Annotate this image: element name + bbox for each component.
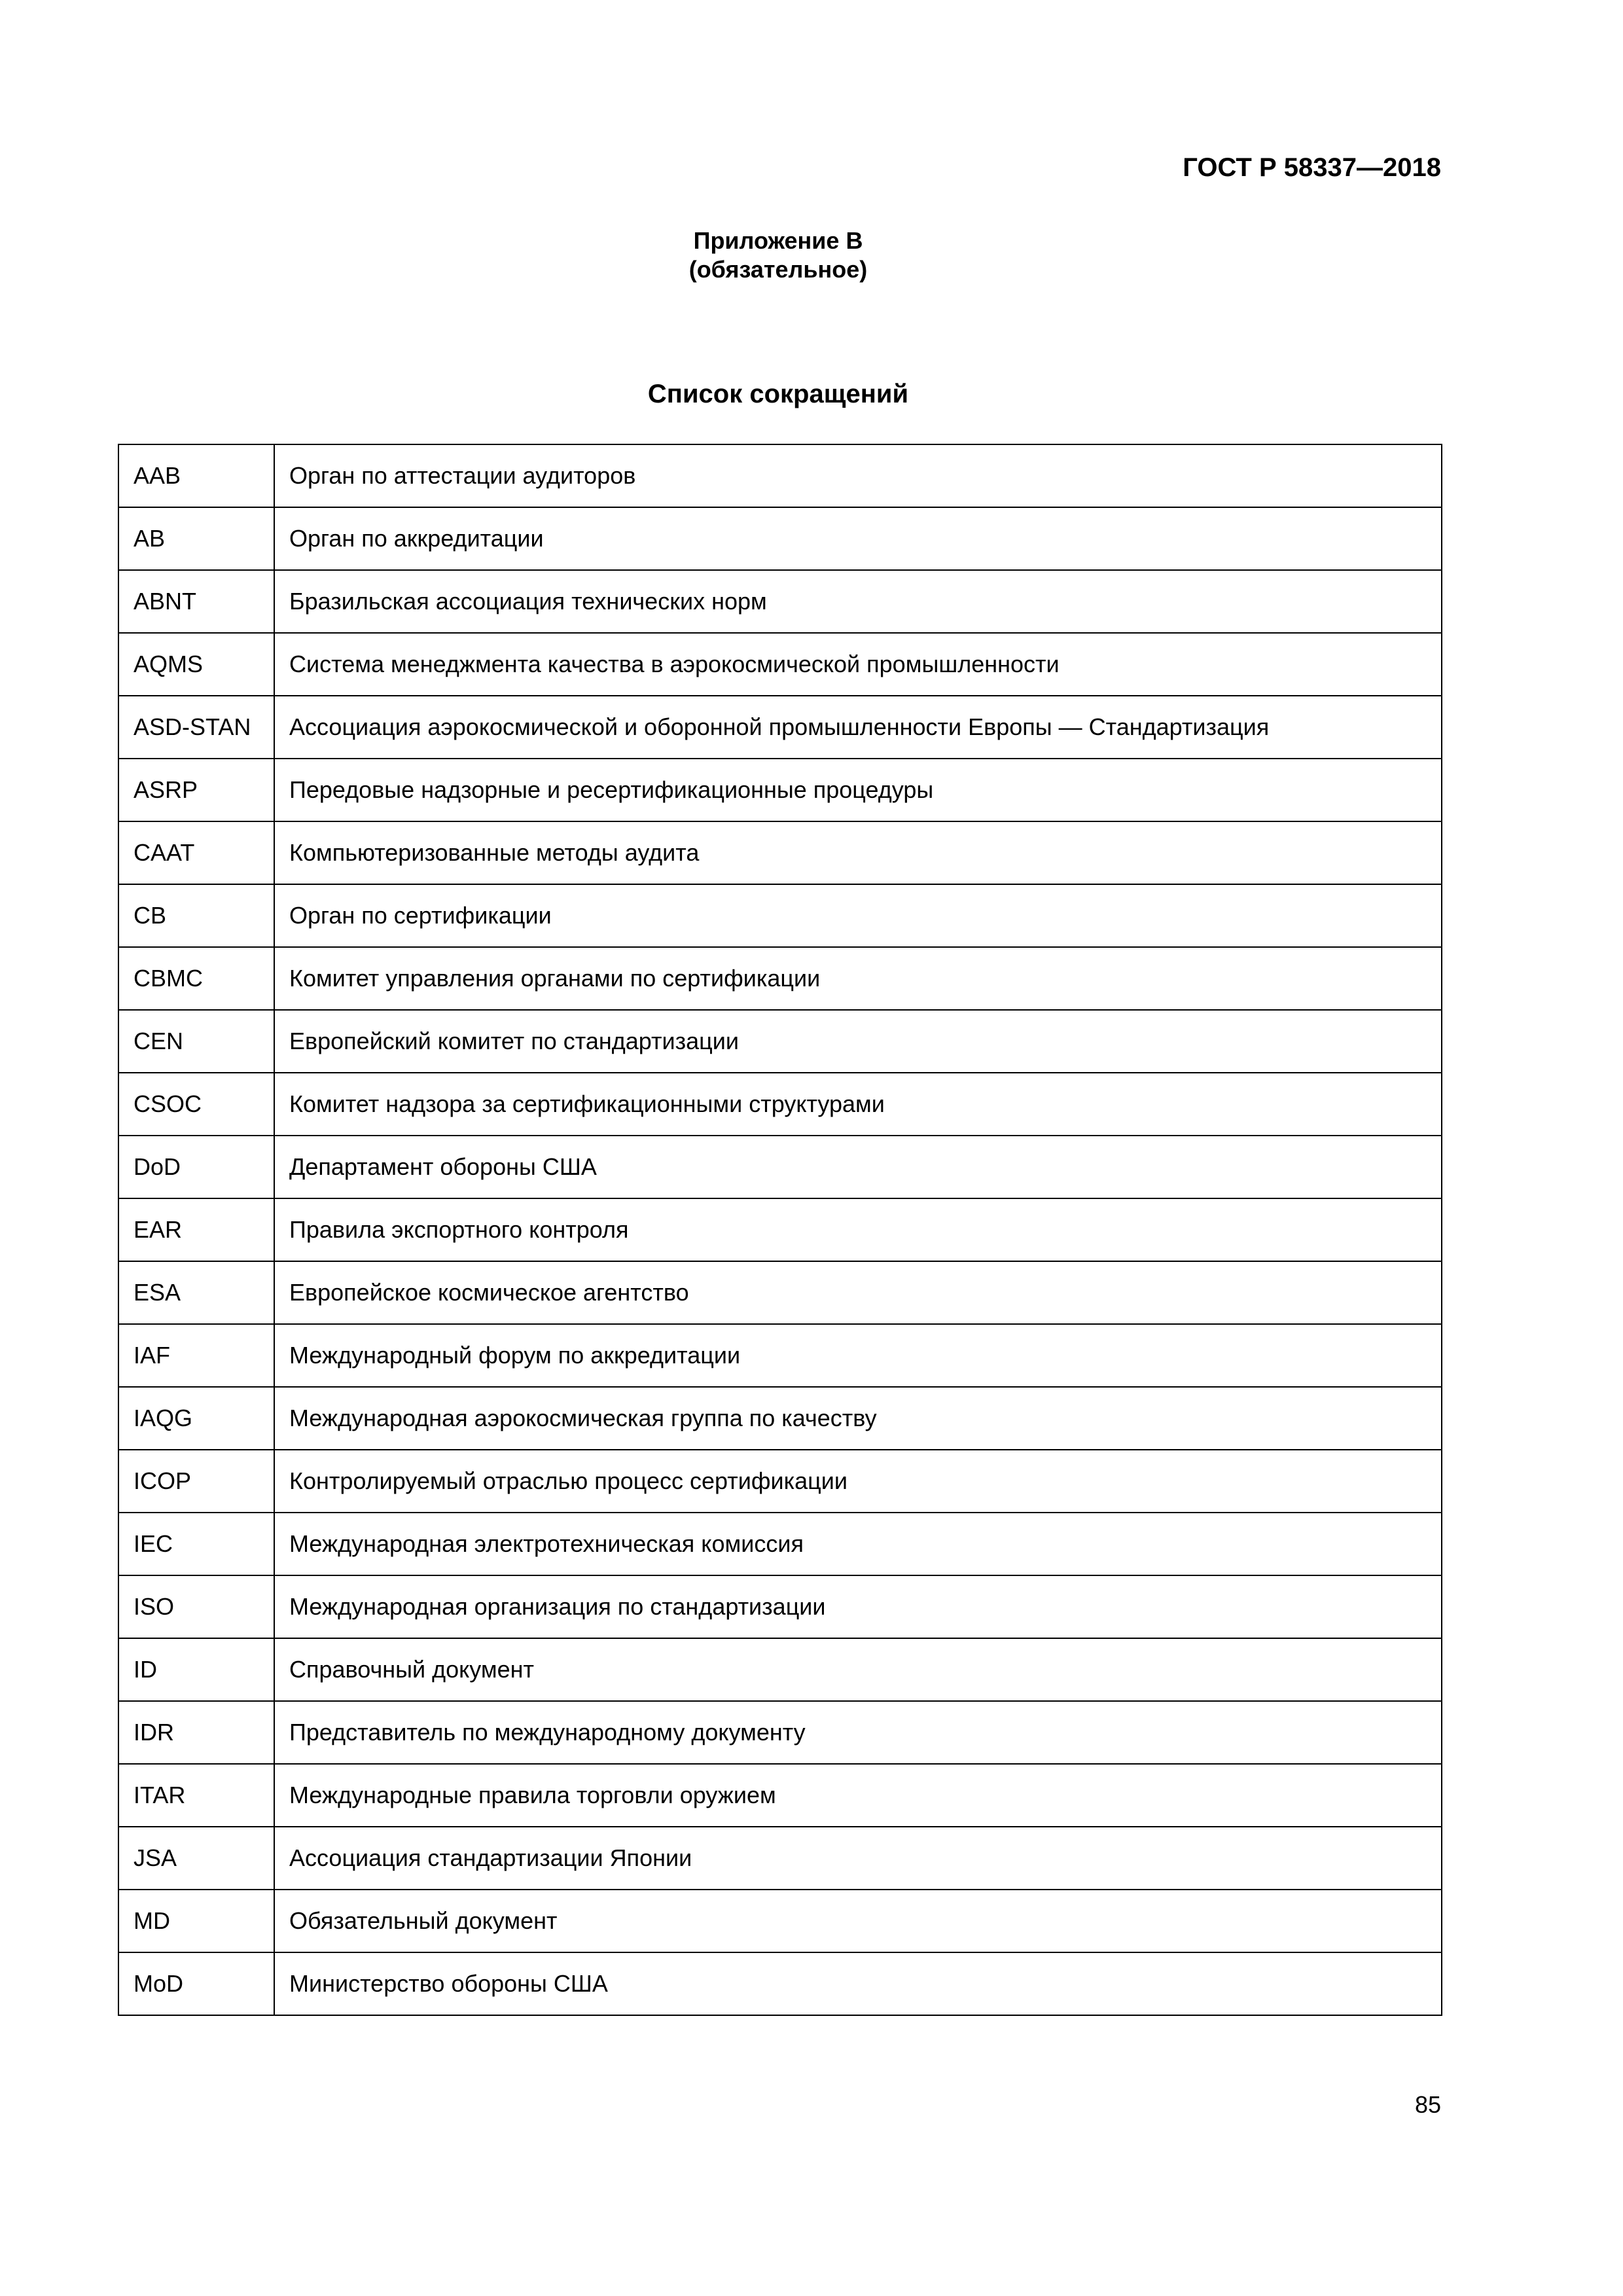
list-title: Список сокращений [647, 380, 909, 408]
meaning-cell: Представитель по международному документу [274, 1701, 1442, 1764]
meaning-cell: Орган по аккредитации [274, 507, 1442, 570]
abbreviation-cell: IDR [118, 1701, 274, 1764]
meaning-cell: Европейское космическое агентство [274, 1261, 1442, 1324]
table-row [118, 1387, 1442, 1450]
abbreviation-cell: CB [118, 884, 274, 947]
table-row [118, 1827, 1442, 1890]
meaning-cell: Передовые надзорные и ресертификационные процедуры [274, 759, 1442, 821]
abbreviation-cell: ESA [118, 1261, 274, 1324]
table-row [118, 570, 1442, 633]
abbreviation-cell: AAB [118, 444, 274, 507]
abbreviation-cell: IAQG [118, 1387, 274, 1450]
meaning-cell: Министерство обороны США [274, 1952, 1442, 2015]
table-row [118, 507, 1442, 570]
meaning-cell: Система менеджмента качества в аэрокосмической промышленности [274, 633, 1442, 696]
table-row [118, 444, 1442, 507]
table-row [118, 1575, 1442, 1638]
page-number: 85 [1414, 2091, 1441, 2118]
meaning-cell: Департамент обороны США [274, 1136, 1442, 1198]
appendix-status: (обязательное) [688, 256, 868, 283]
meaning-cell: Комитет управления органами по сертификации [274, 947, 1442, 1010]
table-row [118, 1890, 1442, 1952]
appendix-heading [0, 226, 1556, 284]
table-row [118, 696, 1442, 759]
meaning-cell: Международная электротехническая комиссия [274, 1513, 1442, 1575]
meaning-cell: Международная организация по стандартизации [274, 1575, 1442, 1638]
table-row [118, 947, 1442, 1010]
table-row [118, 1701, 1442, 1764]
meaning-cell: Международная аэрокосмическая группа по качеству [274, 1387, 1442, 1450]
table-row [118, 1450, 1442, 1513]
abbreviation-cell: DoD [118, 1136, 274, 1198]
abbreviations-table-body [118, 444, 1442, 2015]
abbreviation-cell: ABNT [118, 570, 274, 633]
abbreviation-cell: IAF [118, 1324, 274, 1387]
table-row [118, 1261, 1442, 1324]
table-row [118, 1010, 1442, 1073]
abbreviation-cell: ITAR [118, 1764, 274, 1827]
table-row [118, 1764, 1442, 1827]
abbreviation-cell: CSOC [118, 1073, 274, 1136]
meaning-cell: Европейский комитет по стандартизации [274, 1010, 1442, 1073]
table-row [118, 1073, 1442, 1136]
meaning-cell: Орган по сертификации [274, 884, 1442, 947]
abbreviation-cell: ICOP [118, 1450, 274, 1513]
abbreviation-cell: CAAT [118, 821, 274, 884]
meaning-cell: Правила экспортного контроля [274, 1198, 1442, 1261]
abbreviation-cell: ASD-STAN [118, 696, 274, 759]
table-row [118, 1136, 1442, 1198]
abbreviation-cell: EAR [118, 1198, 274, 1261]
table-row [118, 1324, 1442, 1387]
table-row [118, 1952, 1442, 2015]
meaning-cell: Ассоциация аэрокосмической и оборонной промышленности Европы — Стандартизация [274, 696, 1442, 759]
table-row [118, 821, 1442, 884]
abbreviations-table [118, 444, 1442, 2016]
abbreviation-cell: IEC [118, 1513, 274, 1575]
appendix-title: Приложение В [693, 227, 863, 254]
abbreviation-cell: ASRP [118, 759, 274, 821]
meaning-cell: Комитет надзора за сертификационными структурами [274, 1073, 1442, 1136]
abbreviation-cell: ID [118, 1638, 274, 1701]
meaning-cell: Международные правила торговли оружием [274, 1764, 1442, 1827]
table-row [118, 1198, 1442, 1261]
table-row [118, 1638, 1442, 1701]
meaning-cell: Компьютеризованные методы аудита [274, 821, 1442, 884]
meaning-cell: Справочный документ [274, 1638, 1442, 1701]
abbreviation-cell: CEN [118, 1010, 274, 1073]
meaning-cell: Орган по аттестации аудиторов [274, 444, 1442, 507]
table-row [118, 633, 1442, 696]
abbreviation-cell: AB [118, 507, 274, 570]
meaning-cell: Ассоциация стандартизации Японии [274, 1827, 1442, 1890]
abbreviation-cell: MoD [118, 1952, 274, 2015]
abbreviation-cell: MD [118, 1890, 274, 1952]
table-row [118, 759, 1442, 821]
meaning-cell: Контролируемый отраслью процесс сертификации [274, 1450, 1442, 1513]
abbreviation-cell: AQMS [118, 633, 274, 696]
abbreviation-cell: JSA [118, 1827, 274, 1890]
abbreviation-cell: CBMC [118, 947, 274, 1010]
meaning-cell: Бразильская ассоциация технических норм [274, 570, 1442, 633]
table-row [118, 1513, 1442, 1575]
document-code: ГОСТ Р 58337—2018 [1183, 153, 1441, 182]
meaning-cell: Обязательный документ [274, 1890, 1442, 1952]
table-row [118, 884, 1442, 947]
meaning-cell: Международный форум по аккредитации [274, 1324, 1442, 1387]
abbreviation-cell: ISO [118, 1575, 274, 1638]
